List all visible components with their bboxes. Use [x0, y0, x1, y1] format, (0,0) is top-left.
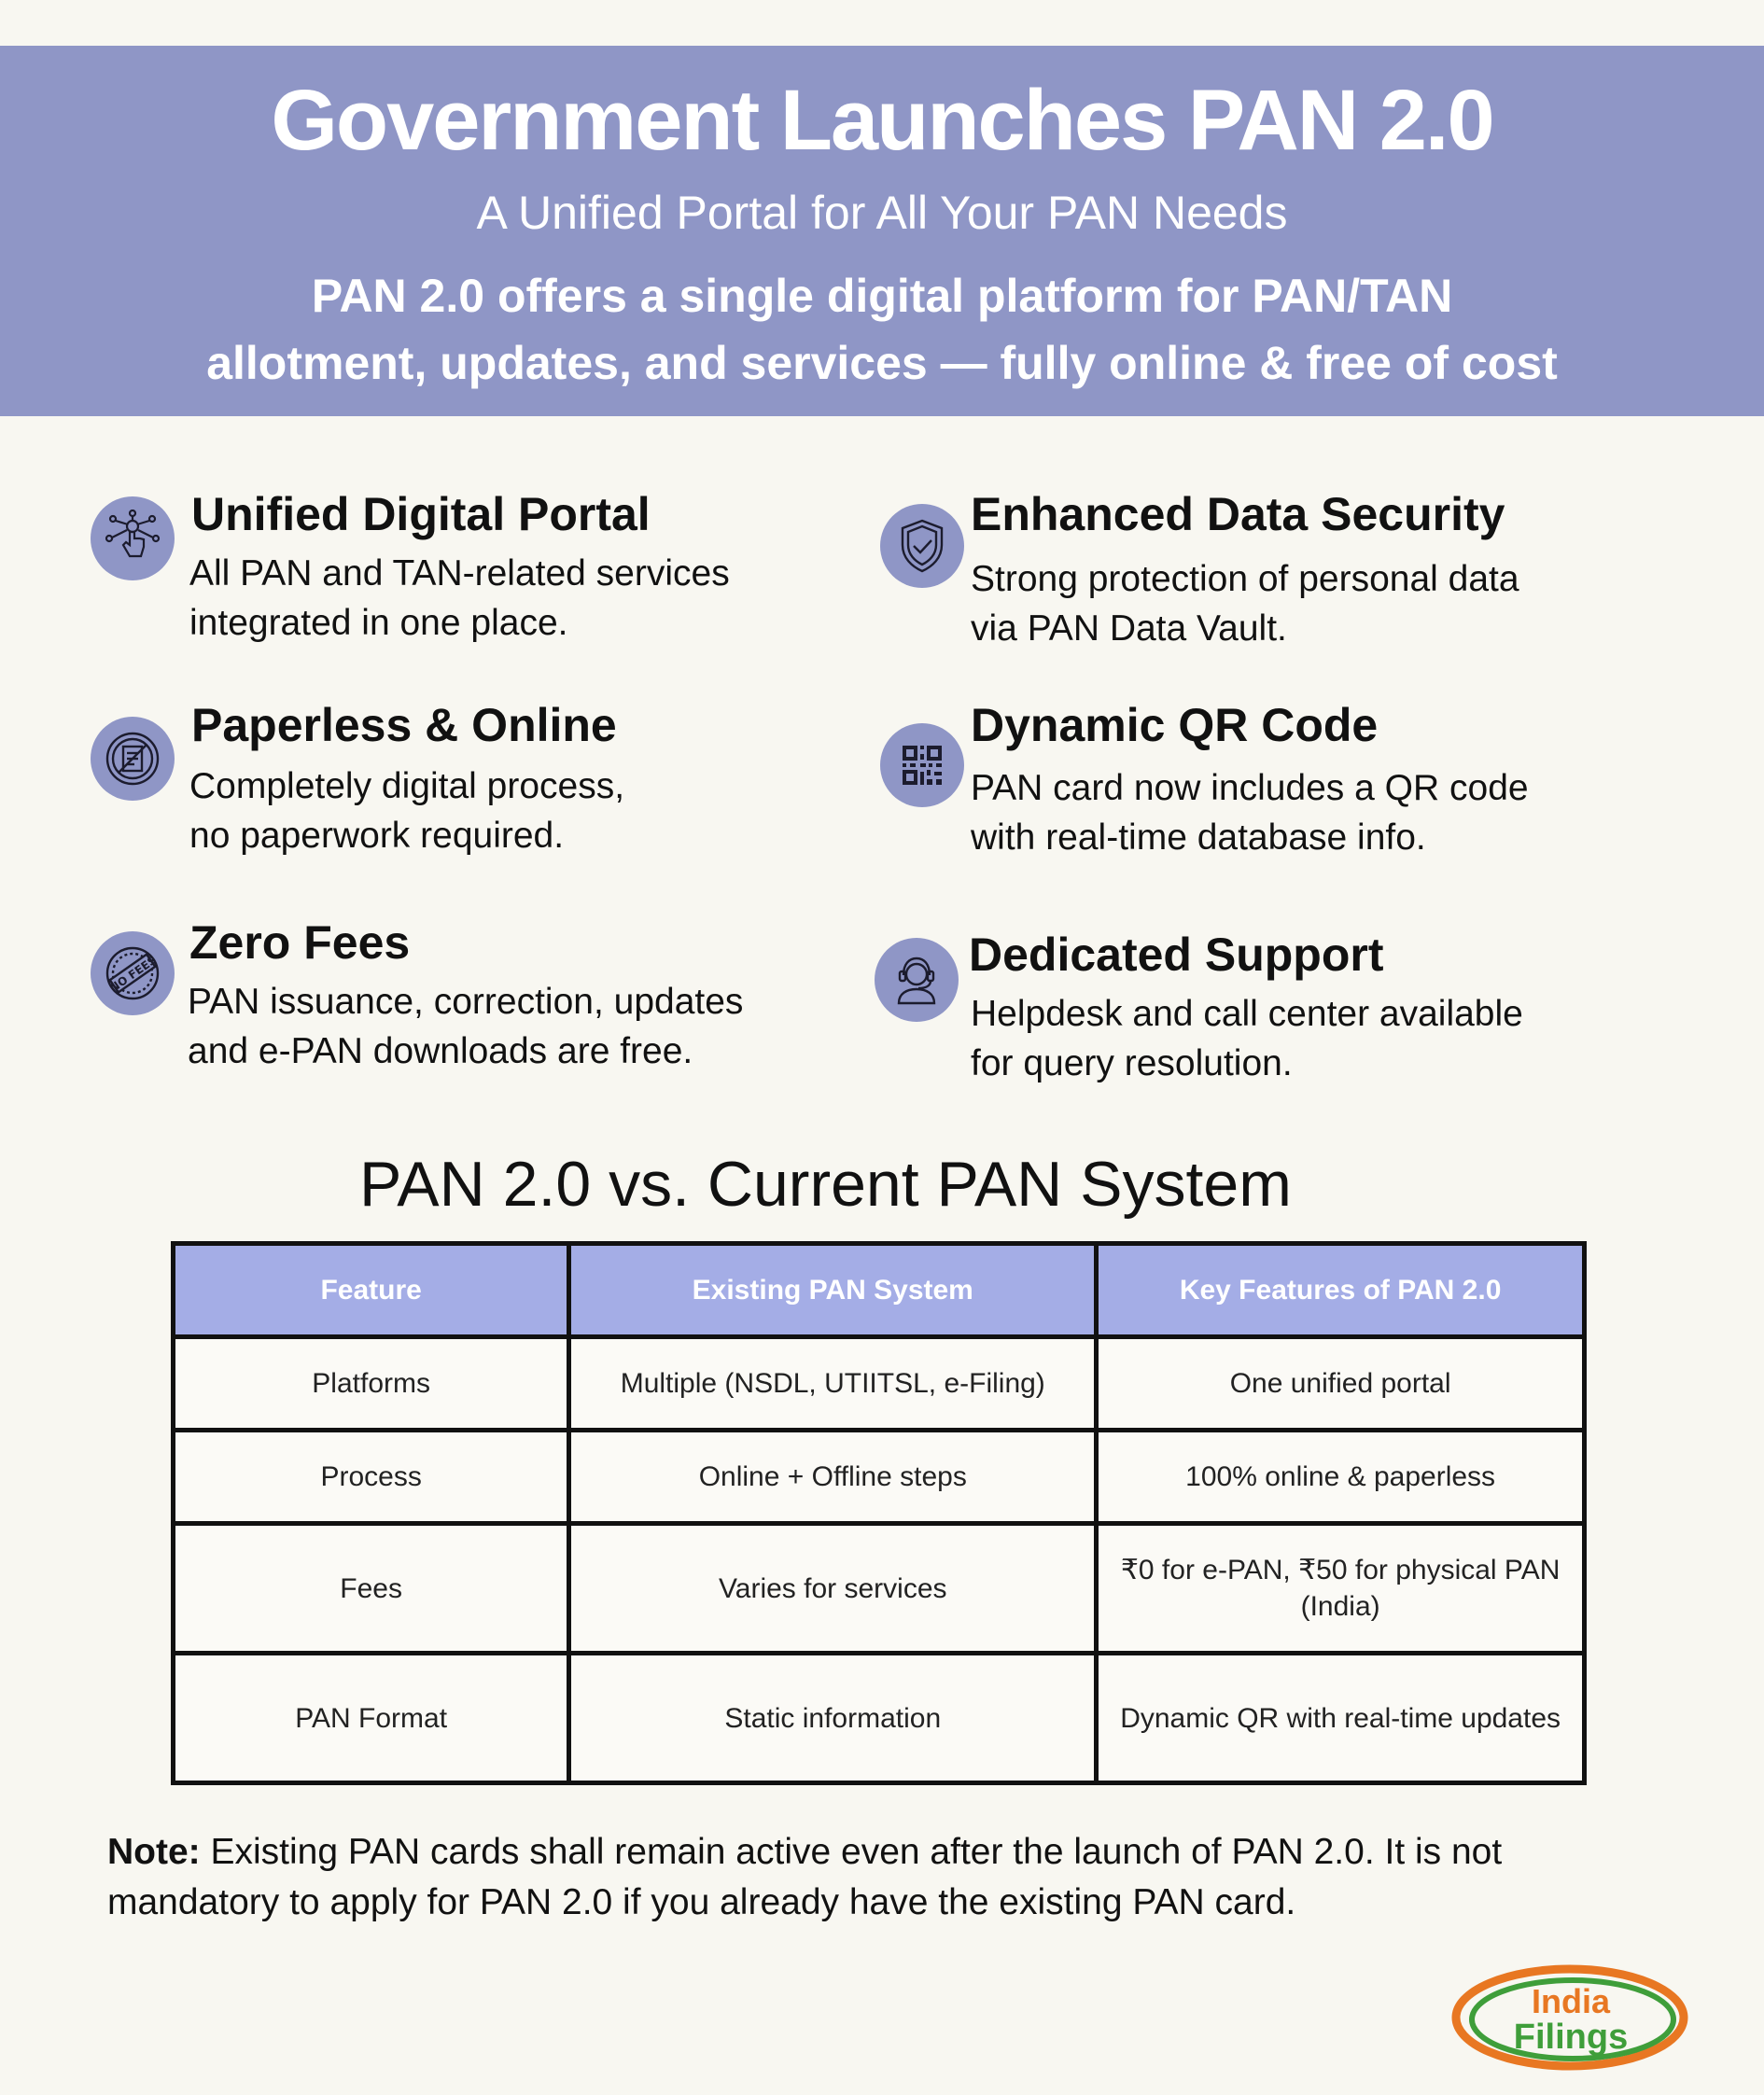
feature-title: Unified Digital Portal: [191, 488, 651, 540]
feature-desc-line: for query resolution.: [971, 1043, 1293, 1083]
shield-check-icon: [880, 504, 964, 588]
table-cell: Varies for services: [569, 1524, 1097, 1654]
feature-desc-line: and e-PAN downloads are free.: [188, 1031, 693, 1071]
table-cell: 100% online & paperless: [1097, 1431, 1585, 1524]
feature-desc-line: PAN card now includes a QR code: [971, 768, 1529, 808]
feature-description: [189, 549, 824, 648]
table-row: [174, 1337, 1585, 1431]
feature-desc-line: with real-time database info.: [971, 817, 1426, 858]
lead-line-1: PAN 2.0 offers a single digital platform for PAN/TAN: [311, 270, 1453, 322]
comparison-title: PAN 2.0 vs. Current PAN System: [359, 1149, 1292, 1220]
feature-description: [971, 554, 1605, 653]
table-cell: Dynamic QR with real-time updates: [1097, 1654, 1585, 1783]
feature-title: Dynamic QR Code: [971, 699, 1379, 751]
feature-desc-line: via PAN Data Vault.: [971, 608, 1287, 649]
page-title: Government Launches PAN 2.0: [271, 73, 1493, 168]
note-body: Existing PAN cards shall remain active even after the launch of PAN 2.0. It is not mandatory to apply for PAN 2.0 if you already have the existing PAN card.: [107, 1832, 1503, 1922]
no-paper-icon: [91, 717, 175, 801]
table-row: [174, 1654, 1585, 1783]
feature-desc-line: Helpdesk and call center available: [971, 994, 1523, 1034]
table-row: [174, 1524, 1585, 1654]
header-banner: [0, 46, 1764, 416]
lead-line-2: allotment, updates, and services — fully online & free of cost: [206, 337, 1558, 389]
feature-desc-line: Strong protection of personal data: [971, 559, 1519, 599]
feature-description: [188, 977, 822, 1076]
table-cell: PAN Format: [174, 1654, 569, 1783]
indiafilings-logo: [1451, 1964, 1689, 2072]
column-header: Feature: [174, 1244, 569, 1337]
table-cell: One unified portal: [1097, 1337, 1585, 1431]
feature-desc-line: integrated in one place.: [189, 603, 568, 643]
note-label: Note:: [107, 1832, 201, 1872]
feature-title: Paperless & Online: [191, 699, 617, 751]
column-header: Existing PAN System: [569, 1244, 1097, 1337]
feature-description: [189, 761, 824, 860]
note-text: [107, 1827, 1619, 1928]
table-row: [174, 1431, 1585, 1524]
feature-title: Zero Fees: [189, 916, 411, 969]
support-agent-icon: [875, 938, 959, 1022]
feature-description: [971, 989, 1605, 1088]
table-cell: ₹0 for e-PAN, ₹50 for physical PAN (India): [1097, 1524, 1585, 1654]
table-cell: Platforms: [174, 1337, 569, 1431]
table-cell: Static information: [569, 1654, 1097, 1783]
feature-desc-line: Completely digital process,: [189, 766, 625, 806]
svg-text:NO FEES: NO FEES: [106, 953, 160, 996]
qr-code-icon: [880, 723, 964, 807]
page-subtitle: A Unified Portal for All Your PAN Needs: [476, 187, 1288, 239]
feature-description: [971, 763, 1605, 862]
feature-desc-line: PAN issuance, correction, updates: [188, 982, 744, 1022]
table-cell: Online + Offline steps: [569, 1431, 1097, 1524]
feature-desc-line: All PAN and TAN-related services: [189, 553, 730, 594]
column-header: Key Features of PAN 2.0: [1097, 1244, 1585, 1337]
comparison-table: [171, 1241, 1587, 1785]
logo-text-line2: Filings: [1513, 2018, 1629, 2057]
lead-text: [93, 262, 1671, 397]
feature-desc-line: no paperwork required.: [189, 816, 565, 856]
feature-title: Enhanced Data Security: [971, 488, 1505, 540]
feature-title: Dedicated Support: [969, 929, 1384, 981]
table-header-row: [174, 1244, 1585, 1337]
table-cell: Process: [174, 1431, 569, 1524]
table-cell: Fees: [174, 1524, 569, 1654]
table-cell: Multiple (NSDL, UTIITSL, e-Filing): [569, 1337, 1097, 1431]
network-hand-icon: [91, 496, 175, 580]
logo-text-line1: India: [1531, 1982, 1611, 2020]
no-fees-stamp-icon: [91, 931, 175, 1015]
